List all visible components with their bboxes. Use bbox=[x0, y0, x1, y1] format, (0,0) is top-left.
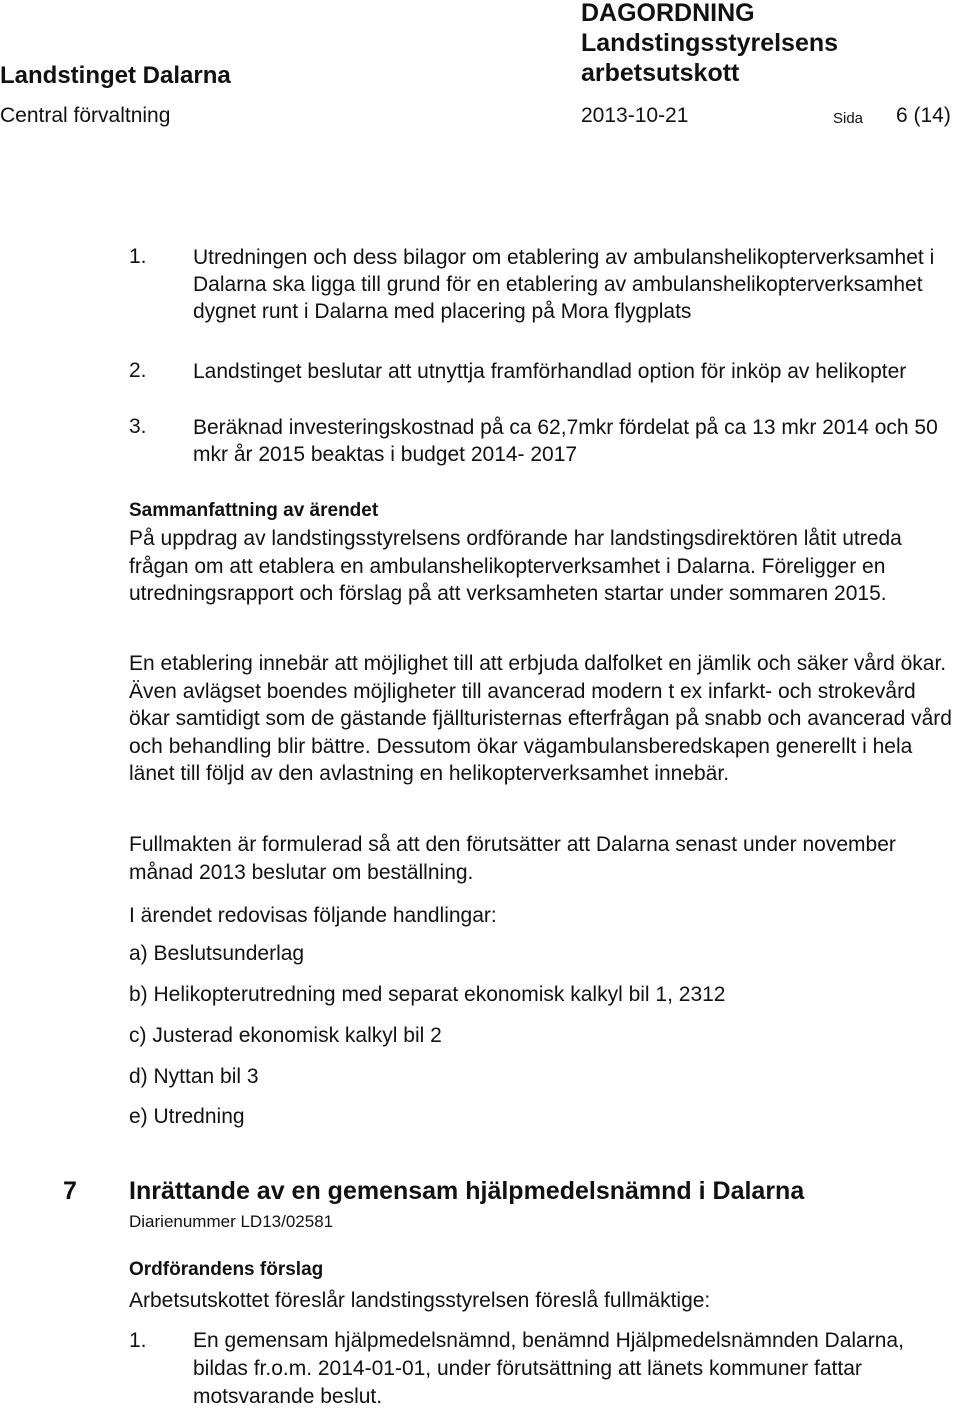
document-type: DAGORDNING bbox=[581, 0, 755, 27]
section-number: 7 bbox=[63, 1177, 77, 1205]
proposal-intro: Arbetsutskottet föreslår landstingsstyrelsen föreslå fullmäktige: bbox=[129, 1289, 711, 1312]
proposal-item-number: 2. bbox=[129, 359, 147, 382]
document-list-item: d) Nyttan bil 3 bbox=[129, 1065, 259, 1088]
document-list-item: a) Beslutsunderlag bbox=[129, 942, 305, 965]
summary-paragraph-1: På uppdrag av landstingsstyrelsens ordförande har landstingsdirektören låtit utreda frågan om att etablera en ambulanshelikopterverksamhet i Dalarna. Föreligger en utredningsrapport och förslag på att verksamheten startar under sommaren 2015. bbox=[129, 527, 902, 606]
organization-name: Landstinget Dalarna bbox=[0, 62, 231, 89]
proposal-item-text: Landstinget beslutar att utnyttja framförhandlad option för inköp av helikopter bbox=[193, 360, 907, 383]
proposal-item-number: 1. bbox=[129, 1329, 147, 1352]
document-list-item: c) Justerad ekonomisk kalkyl bil 2 bbox=[129, 1024, 442, 1047]
proposal-item-number: 1. bbox=[129, 245, 147, 268]
diarienummer: Diarienummer LD13/02581 bbox=[129, 1212, 334, 1231]
committee-name-line2: arbetsutskott bbox=[581, 59, 740, 87]
document-date: 2013-10-21 bbox=[581, 104, 689, 127]
proposal-heading: Ordförandens förslag bbox=[129, 1259, 324, 1280]
proposal-item-number: 3. bbox=[129, 415, 147, 438]
summary-heading: Sammanfattning av ärendet bbox=[129, 500, 379, 521]
committee-name-line1: Landstingsstyrelsens bbox=[581, 29, 839, 57]
proposal-item-text: Utredningen och dess bilagor om etablering av ambulanshelikopterverksamhet i Dalarna ska ligga till grund för en etablering av ambulanshelikopterverksamhet dygnet runt i Dalarna med placering på Mora flygplats bbox=[193, 246, 935, 323]
unit-name: Central förvaltning bbox=[0, 104, 171, 127]
document-list-item: b) Helikopterutredning med separat ekonomisk kalkyl bil 1, 2312 bbox=[129, 983, 726, 1006]
document-list-item: e) Utredning bbox=[129, 1105, 245, 1128]
summary-paragraph-2: En etablering innebär att möjlighet till att erbjuda dalfolket en jämlik och säker vård ökar. Även avlägset boendes möjligheter till avancerad modern t ex infarkt- och strokevård ökar samtidigt som de gästande fjällturisternas efterfrågan på snabb och avancerad vård och behandling blir bättre. Dessutom ökar vägambulansberedskapen generellt i hela länet till följd av den avlastning en helikopterverksamhet innebär. bbox=[129, 652, 952, 786]
proposal-item-text: Beräknad investeringskostnad på ca 62,7mkr fördelat på ca 13 mkr 2014 och 50 mkr år 2015 beaktas i budget 2014- 2017 bbox=[193, 416, 938, 466]
summary-paragraph-3: Fullmakten är formulerad så att den förutsätter att Dalarna senast under november månad 2013 beslutar om beställning. bbox=[129, 833, 896, 884]
proposal-item-text: En gemensam hjälpmedelsnämnd, benämnd Hjälpmedelsnämnden Dalarna, bildas fr.o.m. 2014-01-01, under förutsättning att länets kommuner fattar motsvarande beslut. bbox=[193, 1329, 904, 1408]
page-number: 6 (14) bbox=[896, 104, 951, 127]
page-label: Sida bbox=[833, 110, 864, 127]
section-title: Inrättande av en gemensam hjälpmedelsnämnd i Dalarna bbox=[129, 1177, 805, 1205]
summary-paragraph-4: I ärendet redovisas följande handlingar: bbox=[129, 904, 497, 927]
